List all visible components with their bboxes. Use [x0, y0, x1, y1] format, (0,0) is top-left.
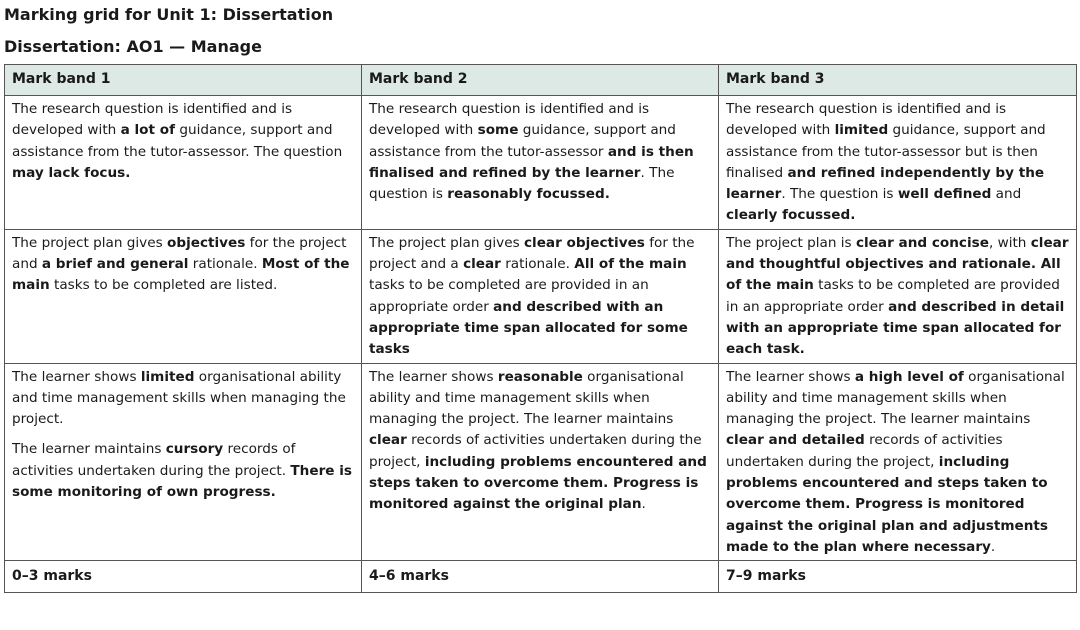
body-text: guidance, support and assistance from the tutor-assessor but is then finalised: [726, 122, 1046, 181]
marks-range-band-3: 7–9 marks: [719, 561, 1077, 592]
body-text: and: [991, 186, 1022, 203]
marks-range-band-2: 4–6 marks: [362, 561, 719, 592]
body-text: organisational ability and time management skills when managing the project. The learner maintains: [726, 368, 1065, 428]
cell-paragraph: [12, 439, 357, 503]
body-text: guidance, support and assistance from the tutor-assessor: [369, 122, 676, 160]
criteria-cell: [362, 229, 719, 363]
header-mark-band-3: Mark band 3: [719, 65, 1077, 96]
header-mark-band-2: Mark band 2: [362, 65, 719, 96]
criteria-cell: [719, 229, 1077, 363]
body-text: The learner maintains: [12, 441, 166, 458]
emphasis-text: limited: [140, 368, 195, 385]
body-text: The research question is identified and is developed with: [12, 101, 293, 139]
body-text: The learner shows: [12, 368, 141, 385]
emphasis-text: reasonable: [497, 368, 583, 385]
emphasis-text: clear and detailed: [726, 432, 865, 449]
body-text: The project plan gives: [12, 234, 167, 251]
body-text: The research question is identified and is developed with: [369, 101, 650, 139]
document-title: Marking grid for Unit 1: Dissertation: [4, 5, 334, 24]
cell-paragraph: [369, 233, 714, 361]
body-text: , with: [988, 234, 1031, 251]
emphasis-text: clear objectives: [524, 234, 645, 251]
emphasis-text: well defined: [897, 186, 992, 203]
emphasis-text: clearly focussed.: [726, 207, 856, 224]
criteria-cell: [5, 363, 362, 561]
emphasis-text: a high level of: [854, 368, 964, 385]
body-text: for the project and a: [369, 234, 695, 273]
emphasis-text: clear: [463, 256, 501, 273]
body-text: rationale.: [500, 256, 575, 273]
table-row: [5, 229, 1077, 363]
header-row: [5, 65, 1077, 96]
emphasis-text: and is then finalised and refined by the learner: [369, 143, 694, 181]
criteria-cell: [719, 363, 1077, 561]
section-subtitle: Dissertation: AO1 — Manage: [4, 37, 262, 56]
body-text: The research question is identified and is developed with: [726, 101, 1007, 139]
emphasis-text: and refined independently by the learner: [726, 164, 1045, 203]
marks-range-band-1: 0–3 marks: [5, 561, 362, 592]
body-text: organisational ability and time management skills when managing the project. The learner maintains: [369, 368, 684, 428]
body-text: The project plan is: [726, 234, 856, 251]
emphasis-text: All of the main: [574, 256, 687, 273]
table-row: [5, 363, 1077, 561]
body-text: records of activities undertaken during the project,: [369, 432, 702, 470]
criteria-cell: [362, 363, 719, 561]
cell-paragraph: [12, 99, 357, 184]
body-text: guidance, support and assistance from the tutor-assessor. The question: [12, 122, 343, 160]
criteria-cell: [719, 96, 1077, 230]
emphasis-text: There is some monitoring of own progress.: [12, 462, 352, 501]
criteria-cell: [5, 96, 362, 230]
emphasis-text: some: [477, 122, 519, 139]
body-text: tasks to be completed are provided in an appropriate order: [369, 277, 649, 315]
body-text: .: [990, 538, 996, 555]
cell-paragraph: [726, 367, 1072, 559]
emphasis-text: objectives: [167, 234, 246, 251]
emphasis-text: including problems encountered and steps taken to overcome them. Progress is monitored against the original plan and adjustments made to the plan where necessary: [726, 453, 1048, 555]
emphasis-text: cursory: [165, 441, 224, 458]
cell-paragraph: [369, 367, 714, 516]
emphasis-text: a brief and general: [41, 256, 189, 273]
body-text: records of activities undertaken during the project.: [12, 441, 296, 479]
emphasis-text: and described in detail with an appropriate time span allocated for each task.: [726, 298, 1065, 358]
body-text: records of activities undertaken during the project,: [726, 432, 1003, 470]
table-row: [5, 96, 1077, 230]
emphasis-text: may lack focus.: [12, 164, 131, 181]
body-text: for the project and: [12, 234, 347, 273]
emphasis-text: reasonably focussed.: [447, 186, 610, 203]
cell-paragraph: [369, 99, 714, 205]
body-text: .: [641, 496, 646, 513]
header-mark-band-1: Mark band 1: [5, 65, 362, 96]
body-text: rationale.: [188, 256, 262, 273]
emphasis-text: clear and thoughtful objectives and rationale. All of the main: [726, 234, 1069, 294]
body-text: . The question is: [369, 164, 675, 203]
marking-grid-table: [4, 64, 1077, 593]
emphasis-text: clear: [369, 432, 407, 449]
emphasis-text: Most of the main: [12, 256, 350, 294]
criteria-cell: [5, 229, 362, 363]
emphasis-text: including problems encountered and steps taken to overcome them. Progress is monitored against the original plan: [369, 453, 707, 513]
emphasis-text: and described with an appropriate time span allocated for some tasks: [369, 298, 688, 358]
emphasis-text: clear and concise: [855, 234, 989, 251]
body-text: organisational ability and time management skills when managing the project.: [12, 368, 346, 428]
body-text: . The question is: [781, 186, 898, 203]
body-text: The project plan gives: [369, 234, 524, 251]
body-text: The learner shows: [369, 368, 498, 385]
body-text: The learner shows: [726, 368, 855, 385]
marks-footer-row: [5, 561, 1077, 592]
cell-paragraph: [726, 99, 1072, 227]
criteria-cell: [362, 96, 719, 230]
cell-paragraph: [726, 233, 1072, 361]
body-text: tasks to be completed are provided in an appropriate order: [726, 277, 1060, 315]
emphasis-text: limited: [834, 122, 889, 139]
body-text: tasks to be completed are listed.: [49, 277, 278, 294]
emphasis-text: a lot of: [120, 122, 175, 139]
cell-paragraph: [12, 367, 357, 431]
cell-paragraph: [12, 233, 357, 297]
